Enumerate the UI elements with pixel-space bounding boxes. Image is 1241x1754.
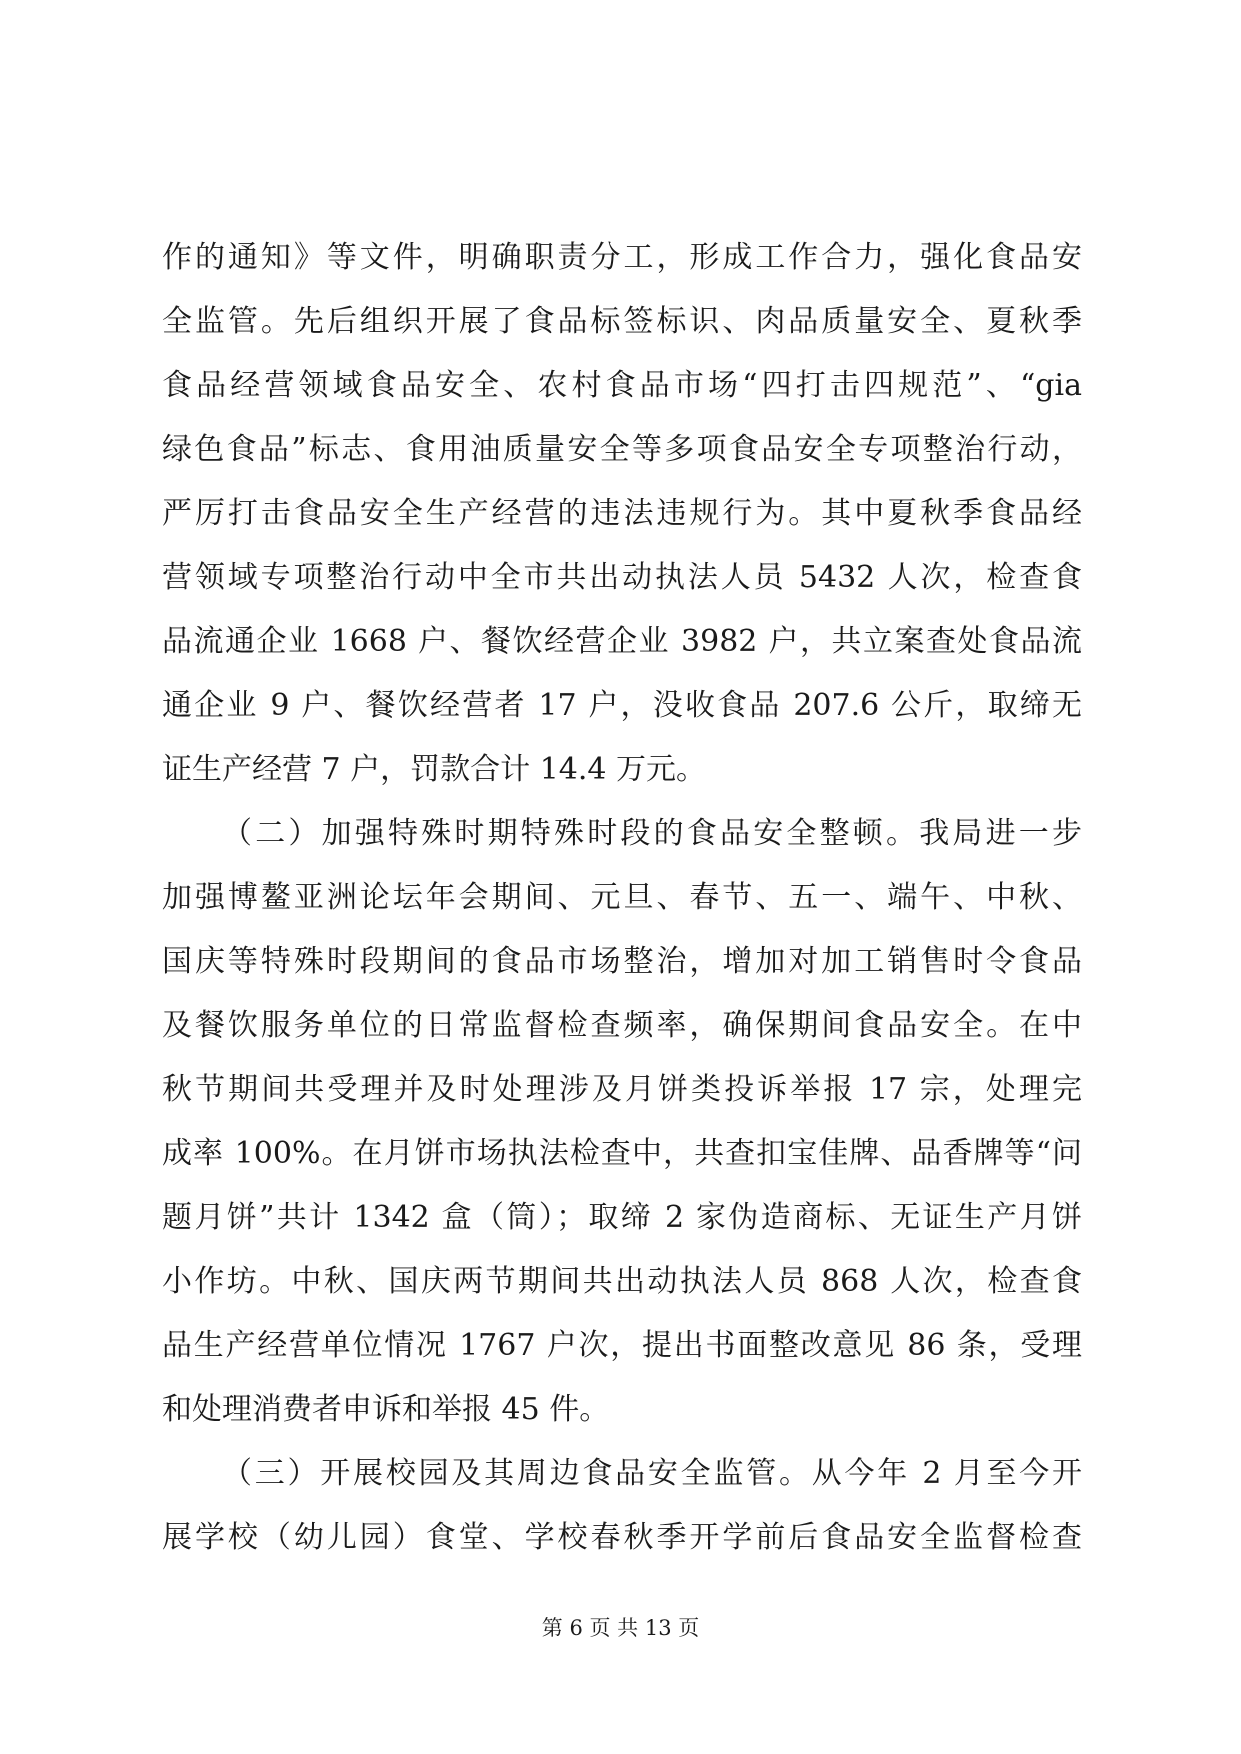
text-line: 加强博鳌亚洲论坛年会期间、元旦、春节、五一、端午、中秋、 [162,880,1082,915]
text-line: 国庆等特殊时段期间的食品市场整治，增加对加工销售时令食品 [162,944,1082,979]
text-line: 食品经营领域食品安全、农村食品市场“四打击四规范”、“gia [162,368,1082,403]
text-line: 题月饼”共计 1342 盒（筒）；取缔 2 家伪造商标、无证生产月饼 [162,1200,1082,1235]
text-line: 通企业 9 户、餐饮经营者 17 户，没收食品 207.6 公斤，取缔无 [162,688,1082,723]
text-line: 秋节期间共受理并及时处理涉及月饼类投诉举报 17 宗，处理完 [162,1072,1082,1107]
paragraph-first-line: （二）加强特殊时期特殊时段的食品安全整顿。我局进一步 [222,816,1082,851]
text-line: 营领域专项整治行动中全市共出动执法人员 5432 人次，检查食 [162,560,1082,595]
text-line: 作的通知》等文件，明确职责分工，形成工作合力，强化食品安 [162,240,1082,275]
text-line: 品流通企业 1668 户、餐饮经营企业 3982 户，共立案查处食品流 [162,624,1082,659]
text-line: 全监管。先后组织开展了食品标签标识、肉品质量安全、夏秋季 [162,304,1082,339]
text-line: 严厉打击食品安全生产经营的违法违规行为。其中夏秋季食品经 [162,496,1082,531]
text-line: 品生产经营单位情况 1767 户次，提出书面整改意见 86 条，受理 [162,1328,1082,1363]
text-line: 成率 100%。在月饼市场执法检查中，共查扣宝佳牌、品香牌等“问 [162,1136,1082,1171]
page-number-footer: 第 6 页 共 13 页 [541,1616,700,1640]
text-line: 及餐饮服务单位的日常监督检查频率，确保期间食品安全。在中 [162,1008,1082,1043]
text-line: 绿色食品”标志、食用油质量安全等多项食品安全专项整治行动， [162,432,1082,467]
paragraph-first-line: （三）开展校园及其周边食品安全监管。从今年 2 月至今开 [222,1456,1082,1491]
text-line: 展学校（幼儿园）食堂、学校春秋季开学前后食品安全监督检查 [162,1520,1082,1555]
body-text [162,226,1082,1570]
text-line: 和处理消费者申诉和举报 45 件。 [162,1392,610,1427]
text-line: 证生产经营 7 户，罚款合计 14.4 万元。 [162,752,707,787]
text-line: 小作坊。中秋、国庆两节期间共出动执法人员 868 人次，检查食 [162,1264,1082,1299]
